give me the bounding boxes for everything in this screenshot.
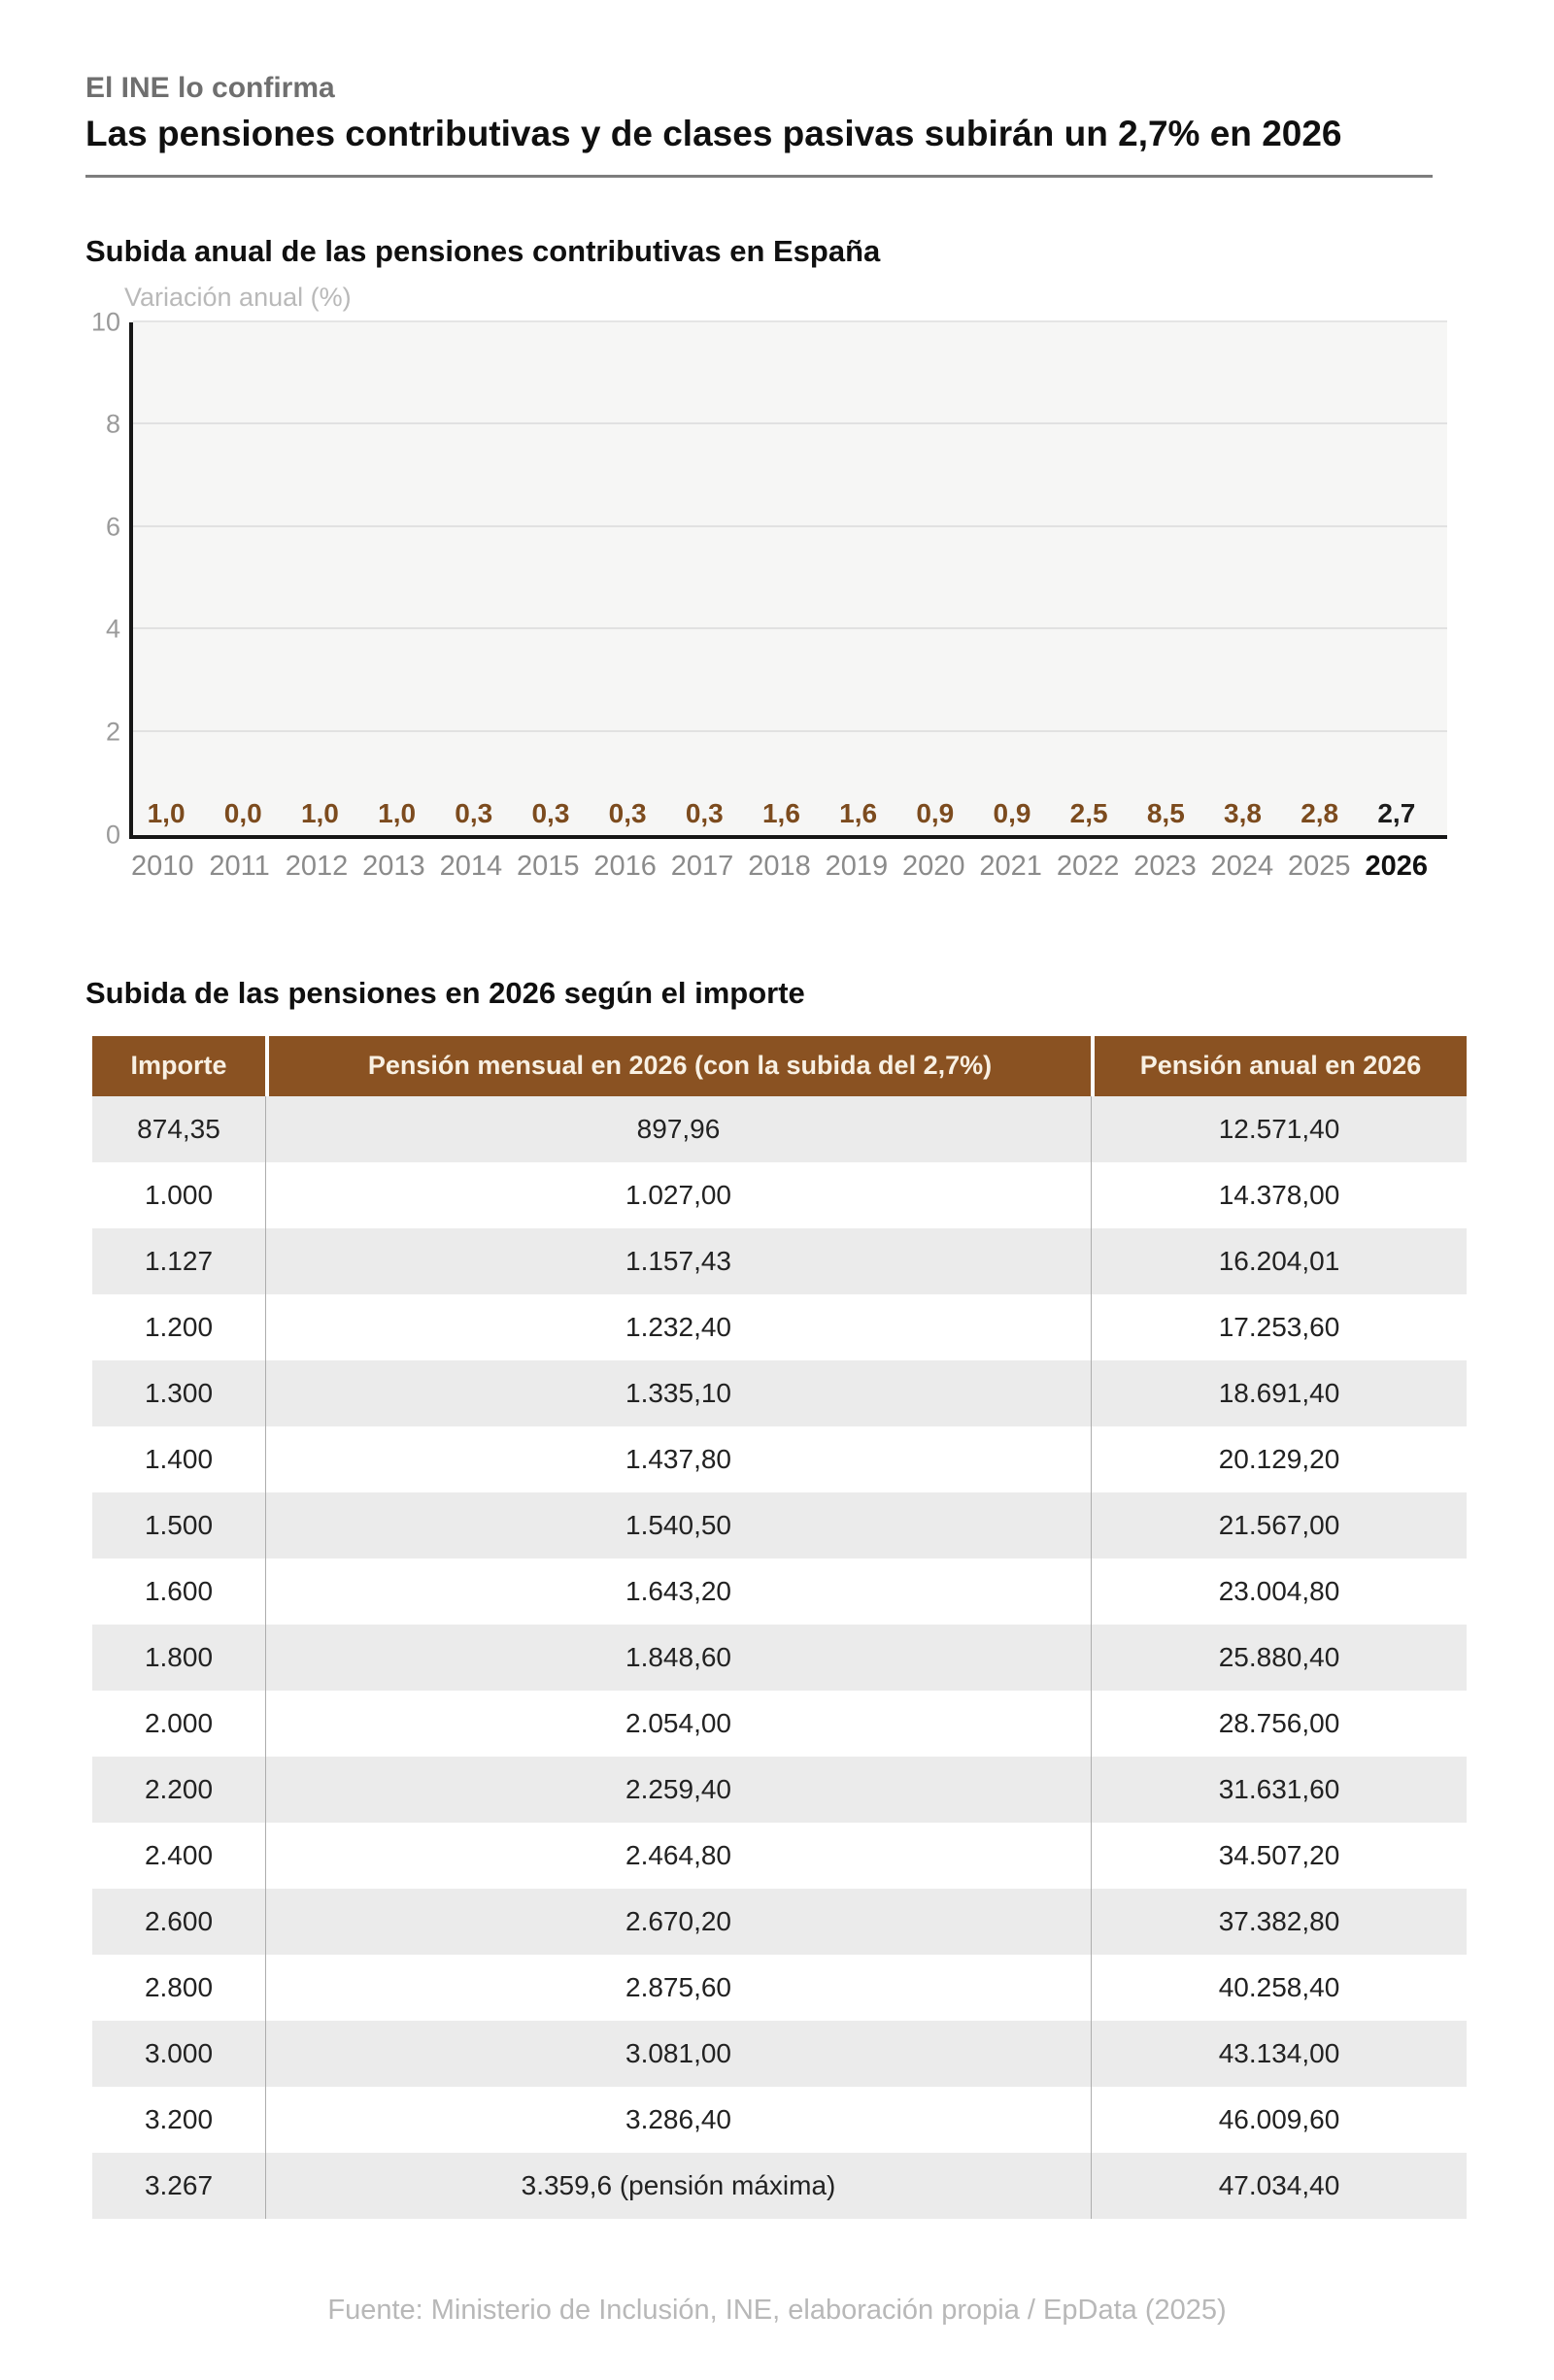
table-cell: 43.134,00 — [1091, 2021, 1467, 2087]
table-cell: 874,35 — [137, 1113, 220, 1144]
bar-column-2013 — [364, 798, 430, 835]
chart-x-axis-labels — [129, 851, 1447, 883]
table-row — [92, 1823, 1467, 1889]
table-cell: 31.631,60 — [1091, 1757, 1467, 1823]
x-tick-label-2016: 2016 — [593, 850, 657, 882]
table-row — [92, 2087, 1467, 2153]
bar-value-label: 0,3 — [685, 797, 724, 828]
bar-value-label: 0,3 — [531, 797, 570, 828]
table-cell: 18.691,40 — [1091, 1360, 1467, 1426]
bar-column-2020 — [902, 798, 968, 835]
bar-value-label: 1,0 — [147, 797, 186, 828]
bar-value-label: 2,5 — [1069, 797, 1108, 828]
bar-column-2014 — [441, 798, 507, 835]
bar-value-label: 1,0 — [300, 797, 339, 828]
header-cell-1: Pensión mensual en 2026 (con la subida del 2,7%) — [265, 1036, 1091, 1096]
table-cell: 1.848,60 — [265, 1625, 1091, 1691]
source-footer: Fuente: Ministerio de Inclusión, INE, elaboración propia / EpData (2025) — [327, 2294, 1227, 2326]
table-row — [92, 1955, 1467, 2021]
table-cell: 1.400 — [144, 1443, 214, 1474]
table-cell: 37.382,80 — [1091, 1889, 1467, 1955]
bar-column-2021 — [979, 798, 1045, 835]
table-cell: 1.600 — [144, 1575, 214, 1606]
bar-value-label: 1,6 — [761, 797, 800, 828]
bar-chart — [90, 307, 1447, 883]
table-row — [92, 1228, 1467, 1294]
table-cell: 1.643,20 — [265, 1559, 1091, 1625]
bar-column-2011 — [210, 798, 276, 835]
bar-column-2022 — [1056, 798, 1122, 835]
table-cell: 2.259,40 — [265, 1757, 1091, 1823]
table-cell: 46.009,60 — [1091, 2087, 1467, 2153]
bar-value-label: 8,5 — [1146, 797, 1185, 828]
table-cell: 40.258,40 — [1091, 1955, 1467, 2021]
bar-column-2019 — [826, 798, 892, 835]
x-tick-label-2012: 2012 — [285, 850, 349, 882]
bar-value-label: 0,9 — [916, 797, 955, 828]
table-cell: 1.540,50 — [265, 1492, 1091, 1559]
table-row — [92, 1360, 1467, 1426]
table-cell: 2.464,80 — [265, 1823, 1091, 1889]
table-cell: 17.253,60 — [1091, 1294, 1467, 1360]
x-tick-label-2018: 2018 — [748, 850, 811, 882]
table-title: Subida de las pensiones en 2026 según el importe — [85, 975, 805, 1010]
kicker: El INE lo confirma — [85, 72, 335, 104]
table-cell: 14.378,00 — [1091, 1162, 1467, 1228]
y-tick-label: 0 — [105, 820, 120, 850]
x-tick-label-2013: 2013 — [362, 850, 425, 882]
table-cell: 3.286,40 — [265, 2087, 1091, 2153]
bar-value-label: 3,8 — [1224, 797, 1262, 828]
bar-value-label: 0,3 — [455, 797, 493, 828]
title-divider — [85, 175, 1433, 178]
table-cell: 1.300 — [144, 1377, 214, 1408]
table-cell: 1.200 — [144, 1311, 214, 1342]
table-cell: 3.200 — [144, 2103, 214, 2134]
table-cell: 1.027,00 — [265, 1162, 1091, 1228]
table-cell: 1.500 — [144, 1509, 214, 1540]
bar-column-2016 — [594, 798, 660, 835]
table-cell: 2.000 — [144, 1707, 214, 1738]
table-cell: 1.127 — [144, 1245, 214, 1276]
table-row — [92, 1691, 1467, 1757]
bar-value-label: 2,8 — [1301, 797, 1339, 828]
x-tick-label-2024: 2024 — [1210, 850, 1274, 882]
x-tick-label-2015: 2015 — [516, 850, 580, 882]
table-row — [92, 1096, 1467, 1162]
table-cell: 3.081,00 — [265, 2021, 1091, 2087]
bar-column-2015 — [518, 798, 584, 835]
x-tick-label-2023: 2023 — [1133, 850, 1197, 882]
bar-column-2012 — [287, 798, 353, 835]
x-tick-label-2014: 2014 — [439, 850, 503, 882]
y-tick-label: 4 — [105, 614, 120, 644]
y-tick-label: 6 — [105, 512, 120, 542]
bar-column-2017 — [671, 798, 737, 835]
table-row — [92, 1559, 1467, 1625]
y-tick-label: 2 — [105, 717, 120, 747]
table-cell: 2.200 — [144, 1773, 214, 1804]
table-cell: 2.875,60 — [265, 1955, 1091, 2021]
table-row — [92, 1757, 1467, 1823]
y-tick-label: 10 — [90, 307, 120, 337]
bar-column-2023 — [1132, 798, 1199, 835]
bar-value-label: 0,3 — [608, 797, 647, 828]
chart-title: Subida anual de las pensiones contributivas en España — [85, 233, 881, 268]
table-row — [92, 2153, 1467, 2219]
table-cell: 1.232,40 — [265, 1294, 1091, 1360]
table-body — [92, 1096, 1467, 2219]
table-cell: 1.437,80 — [265, 1426, 1091, 1492]
table-cell: 34.507,20 — [1091, 1823, 1467, 1889]
x-tick-label-2026: 2026 — [1365, 850, 1428, 882]
gridline-2 — [133, 730, 1447, 732]
table-row — [92, 1889, 1467, 1955]
x-tick-label-2019: 2019 — [825, 850, 889, 882]
gridline-6 — [133, 525, 1447, 527]
gridline-10 — [133, 320, 1447, 322]
table-cell: 12.571,40 — [1091, 1096, 1467, 1162]
table-cell: 2.800 — [144, 1971, 214, 2002]
table-row — [92, 1426, 1467, 1492]
table-cell: 2.400 — [144, 1839, 214, 1870]
gridline-4 — [133, 627, 1447, 629]
table-cell: 3.000 — [144, 2037, 214, 2068]
bar-value-label: 0,0 — [223, 797, 262, 828]
y-tick-label: 8 — [105, 409, 120, 439]
header — [0, 0, 1554, 178]
x-tick-label-2022: 2022 — [1056, 850, 1120, 882]
table-cell: 1.335,10 — [265, 1360, 1091, 1426]
bar-column-2010 — [133, 798, 199, 835]
chart-axis-unit: Variación anual (%) — [124, 282, 352, 312]
header-cell-2: Pensión anual en 2026 — [1091, 1036, 1467, 1096]
x-tick-label-2017: 2017 — [670, 850, 734, 882]
table-cell: 28.756,00 — [1091, 1691, 1467, 1757]
bar-value-label: 1,0 — [378, 797, 417, 828]
bar-value-label: 0,9 — [993, 797, 1031, 828]
chart-bars — [133, 322, 1447, 835]
table-row — [92, 1162, 1467, 1228]
chart-plot-area — [90, 307, 1447, 850]
table-cell: 3.359,6 (pensión máxima) — [265, 2153, 1091, 2219]
header-cell-0: Importe — [130, 1051, 227, 1081]
bar-column-2018 — [748, 798, 814, 835]
page-title: Las pensiones contributivas y de clases pasivas subirán un 2,7% en 2026 — [85, 113, 1342, 153]
table-cell: 3.267 — [144, 2169, 214, 2200]
table-cell: 20.129,20 — [1091, 1426, 1467, 1492]
table-cell: 897,96 — [265, 1096, 1091, 1162]
table-row — [92, 1625, 1467, 1691]
bar-value-label: 2,7 — [1377, 797, 1416, 828]
table-cell: 2.600 — [144, 1905, 214, 1936]
table-cell: 47.034,40 — [1091, 2153, 1467, 2219]
bar-value-label: 1,6 — [839, 797, 878, 828]
table-cell: 1.157,43 — [265, 1228, 1091, 1294]
bar-column-2026 — [1364, 798, 1430, 835]
table-cell: 16.204,01 — [1091, 1228, 1467, 1294]
table-cell: 1.000 — [144, 1179, 214, 1210]
table-cell: 2.670,20 — [265, 1889, 1091, 1955]
table-row — [92, 2021, 1467, 2087]
table-cell: 2.054,00 — [265, 1691, 1091, 1757]
x-tick-label-2025: 2025 — [1288, 850, 1351, 882]
bar-column-2024 — [1209, 798, 1275, 835]
x-tick-label-2021: 2021 — [979, 850, 1042, 882]
x-tick-label-2010: 2010 — [130, 850, 194, 882]
table-header-row — [92, 1036, 1467, 1096]
table-row — [92, 1492, 1467, 1559]
table-cell: 23.004,80 — [1091, 1559, 1467, 1625]
x-tick-label-2011: 2011 — [209, 850, 270, 882]
gridline-8 — [133, 422, 1447, 424]
pension-table — [92, 1036, 1467, 2219]
table-row — [92, 1294, 1467, 1360]
table-cell: 21.567,00 — [1091, 1492, 1467, 1559]
bar-column-2025 — [1287, 798, 1353, 835]
table-cell: 25.880,40 — [1091, 1625, 1467, 1691]
x-tick-label-2020: 2020 — [902, 850, 965, 882]
table-cell: 1.800 — [144, 1641, 214, 1672]
